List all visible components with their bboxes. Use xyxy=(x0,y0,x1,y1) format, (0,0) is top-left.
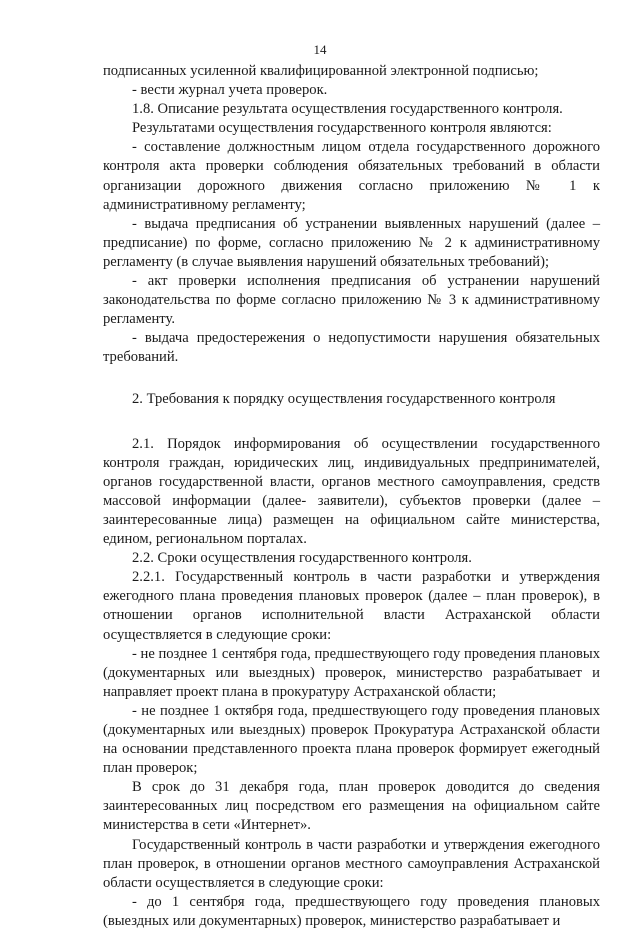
paragraph: - не позднее 1 октября года, предшествующего году проведения плановых (документарных или выездных) проверок Прокуратура Астраханской области на основании представленного проекта плана проверок формирует ежегодный план проверок; xyxy=(103,702,600,777)
paragraph: 2.2. Сроки осуществления государственного контроля. xyxy=(132,550,472,567)
paragraph: - выдача предостережения о недопустимости нарушения обязательных требований. xyxy=(103,330,600,366)
paragraph: В срок до 31 декабря года, план проверок доводится до сведения заинтересованных лиц посредством его размещения на официальном сайте министерства в сети «Интернет». xyxy=(103,779,600,834)
page-number: 14 xyxy=(313,42,327,57)
paragraph: - до 1 сентября года, предшествующего году проведения плановых (выездных или документарных) проверок, министерство разрабатывает и xyxy=(103,893,600,929)
paragraph: Государственный контроль в части разработки и утверждения ежегодного план проверок, в отношении органов местного самоуправления Астраханской области осуществляется в следующие сроки: xyxy=(103,836,600,891)
paragraph: подписанных усиленной квалифицированной электронной подписью; xyxy=(103,63,539,79)
section-heading: 2. Требования к порядку осуществления государственного контроля xyxy=(132,390,556,407)
document-body xyxy=(103,62,600,931)
paragraph: - не позднее 1 сентября года, предшествующего году проведения плановых (документарных или выездных) проверок, министерство разрабатывает и направляет проект плана в прокуратуру Астраханской области; xyxy=(103,645,600,700)
paragraph: - акт проверки исполнения предписания об устранении нарушений законодательства по форме согласно приложению № 3 к административному регламенту. xyxy=(103,273,600,328)
paragraph: - выдача предписания об устранении выявленных нарушений (далее – предписание) по форме, согласно приложению № 2 к административному регламенту (в случае выявления нарушений обязательных требований); xyxy=(103,215,600,270)
paragraph: Результатами осуществления государственного контроля являются: xyxy=(132,120,552,137)
paragraph: 2.2.1. Государственный контроль в части разработки и утверждения ежегодного плана проведения плановых проверок (далее – план проверок), в отношении органов исполнительной власти Астраханской области осуществляется в следующие сроки: xyxy=(103,569,600,643)
paragraph: - вести журнал учета проверок. xyxy=(132,82,328,99)
paragraph: - составление должностным лицом отдела государственного дорожного контроля акта проверки соблюдения обязательных требований в области организации дорожного движения согласно приложению № 1 к административному регламенту; xyxy=(103,139,600,213)
paragraph: 1.8. Описание результата осуществления государственного контроля. xyxy=(132,101,563,118)
paragraph: 2.1. Порядок информирования об осуществлении государственного контроля граждан, юридических лиц, индивидуальных предпринимателей, органов государственной власти, органов местного самоуправления, средств массовой информации (далее- заявители), субъектов проверки (далее – заинтересованные лица) размещен на официальном сайте министерства, едином, региональном порталах. xyxy=(103,435,600,548)
